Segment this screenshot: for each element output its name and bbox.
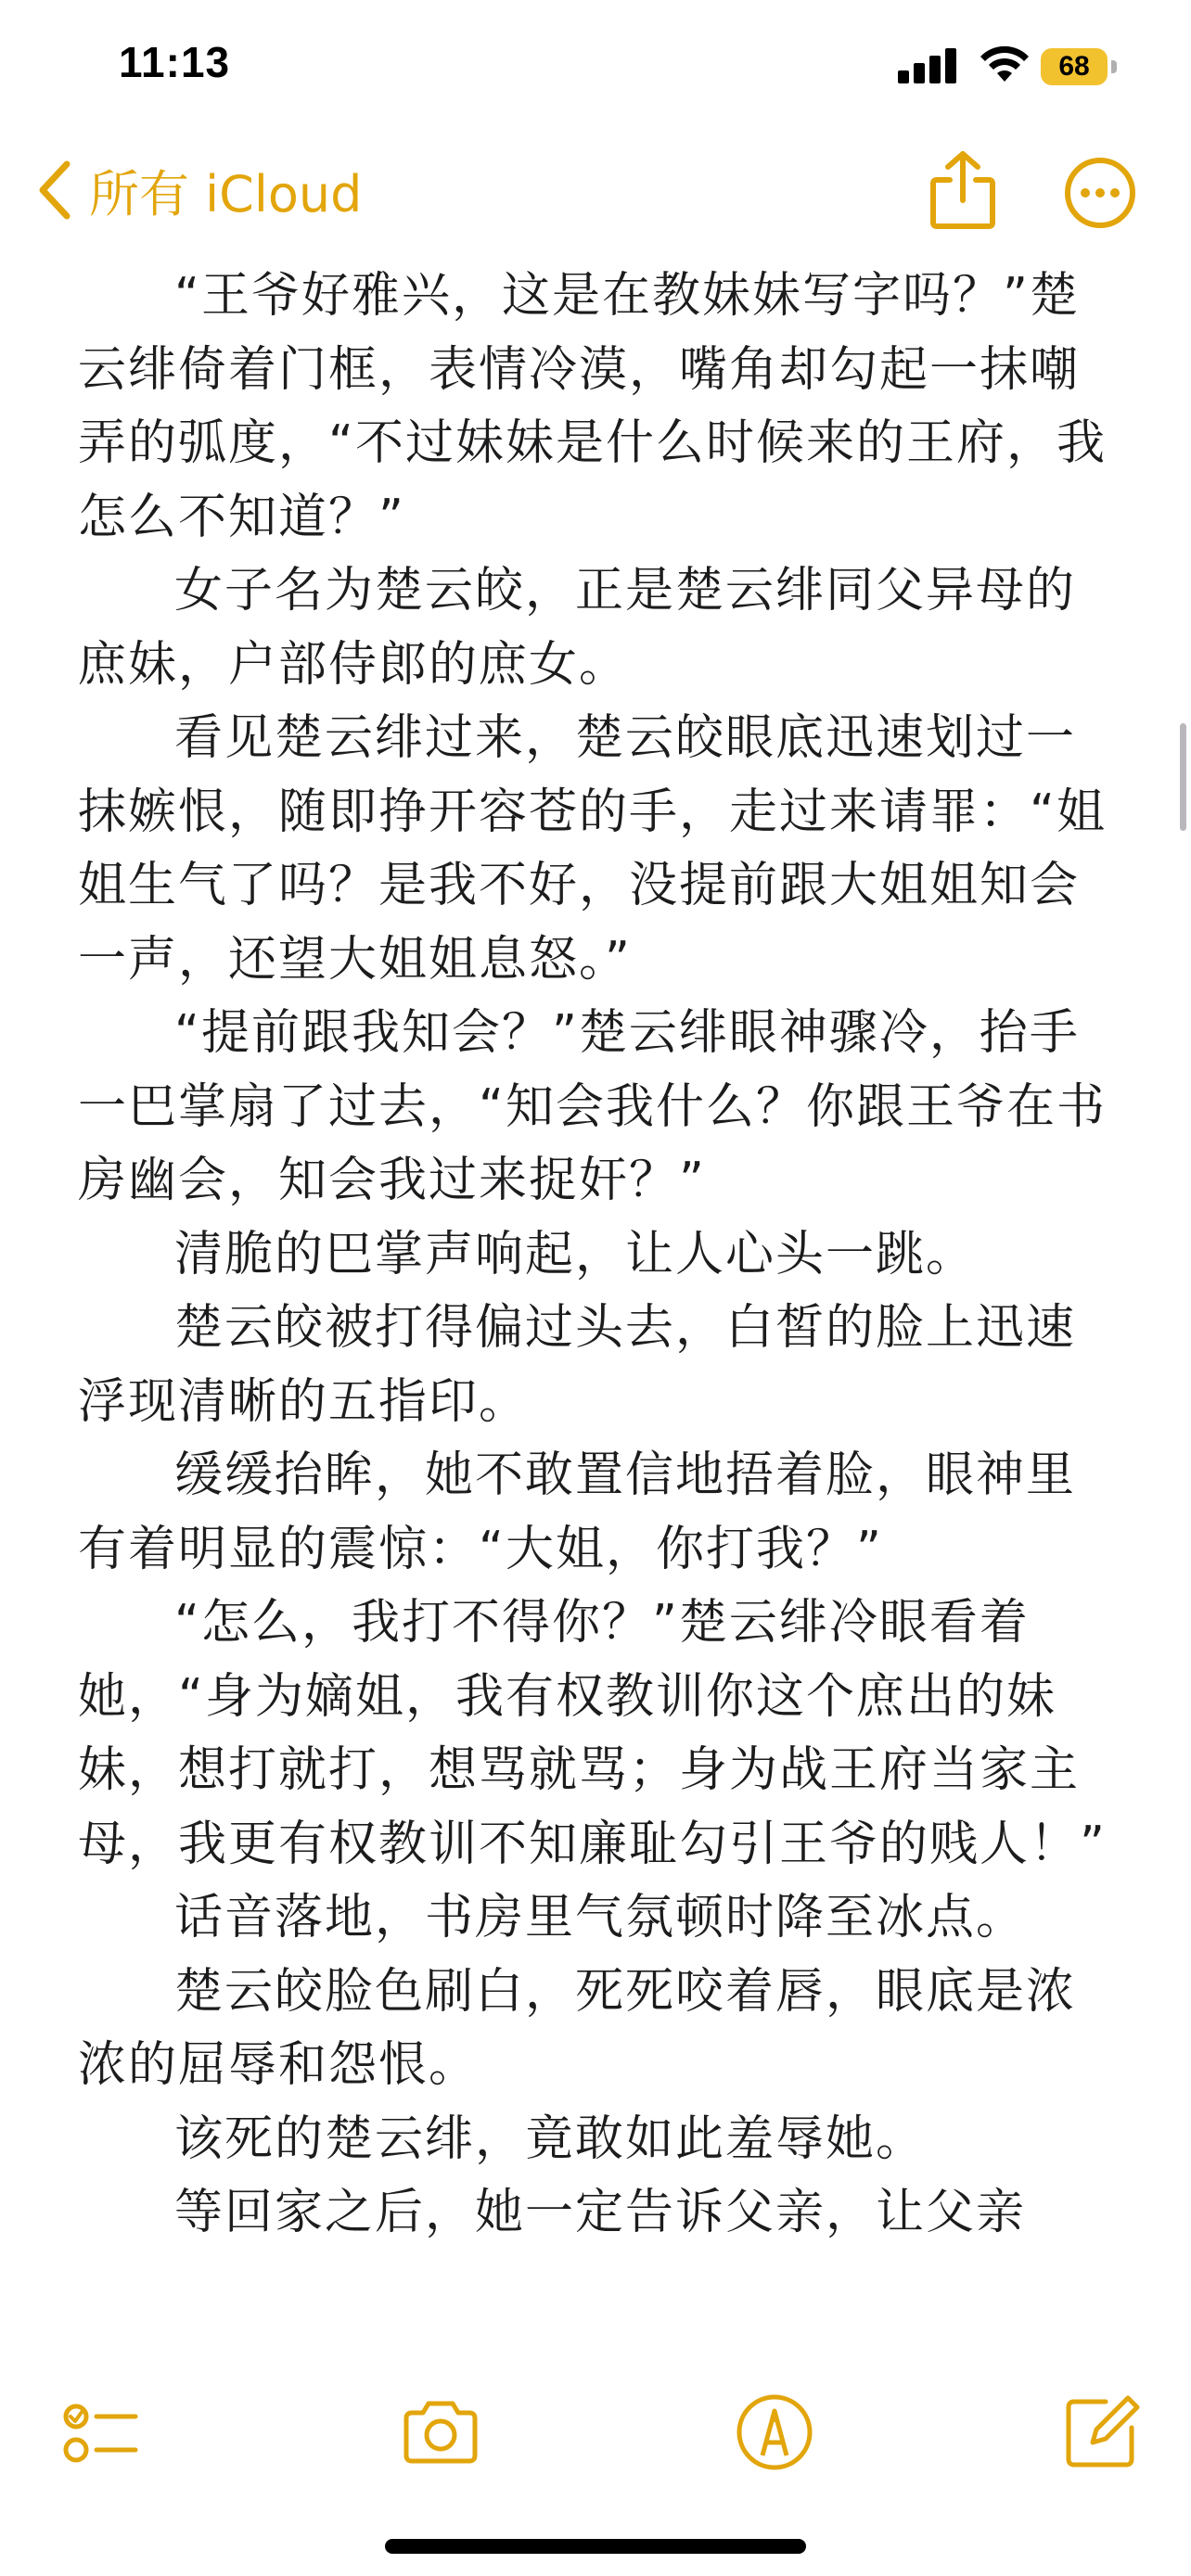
note-paragraph: 楚云皎被打得偏过头去，白皙的脸上迅速浮现清晰的五指印。 <box>78 1300 1077 1430</box>
battery-tip <box>1111 60 1117 73</box>
cellular-signal-icon <box>898 46 959 83</box>
checklist-icon[interactable] <box>58 2391 141 2474</box>
camera-icon[interactable] <box>399 2391 482 2474</box>
status-bar <box>0 0 1191 139</box>
note-body[interactable] <box>78 260 1117 2251</box>
home-indicator[interactable] <box>385 2539 806 2554</box>
status-time: 11:13 <box>119 38 231 86</box>
note-paragraph: “王爷好雅兴，这是在教妹妹写字吗？”楚云绯倚着门框，表情冷漠，嘴角却勾起一抹嘲弄的弧度，“不过妹妹是什么时候来的王府，我怎么不知道？” <box>78 268 1107 545</box>
note-paragraph: 缓缓抬眸，她不敢置信地捂着脸，眼神里有着明显的震惊：“大姐，你打我？” <box>78 1447 1077 1577</box>
note-paragraph: 该死的楚云绯，竟敢如此羞辱她。 <box>174 2111 927 2167</box>
note-paragraph: 清脆的巴掌声响起，让人心头一跳。 <box>174 1226 977 1282</box>
compose-icon[interactable] <box>1059 2391 1143 2474</box>
note-paragraph: 楚云皎脸色刷白，死死咬着唇，眼底是浓浓的屈辱和怨恨。 <box>78 1963 1077 2093</box>
share-icon[interactable] <box>924 148 1002 232</box>
note-paragraph: 看见楚云绯过来，楚云皎眼底迅速划过一抹嫉恨，随即挣开容苍的手，走过来请罪：“姐姐生气了吗？是我不好，没提前跟大姐姐知会一声，还望大姐姐息怒。” <box>78 710 1107 988</box>
back-button[interactable] <box>33 148 362 232</box>
note-paragraph: 等回家之后，她一定告诉父亲，让父亲 <box>174 2185 1027 2240</box>
ellipsis-circle-icon[interactable] <box>1063 156 1137 230</box>
wifi-icon <box>978 43 1031 85</box>
scroll-indicator[interactable] <box>1180 723 1186 831</box>
chevron-left-icon <box>33 157 76 223</box>
note-paragraph: 话音落地，书房里气氛顿时降至冰点。 <box>174 1890 1027 1945</box>
note-paragraph: “怎么，我打不得你？”楚云绯冷眼看着她，“身为嫡姐，我有权教训你这个庶出的妹妹，想打就打，想骂就骂；身为战王府当家主母，我更有权教训不知廉耻勾引王爷的贱人！” <box>78 1595 1107 1872</box>
markup-pen-icon[interactable] <box>733 2391 816 2474</box>
toolbar-background <box>0 2318 1191 2576</box>
note-paragraph: 女子名为楚云皎，正是楚云绯同父异母的庶妹，户部侍郎的庶女。 <box>78 563 1077 693</box>
battery-icon <box>1041 48 1119 85</box>
back-button-label: 所有 iCloud <box>89 164 363 223</box>
note-paragraph: “提前跟我知会？”楚云绯眼神骤冷，抬手一巴掌扇了过去，“知会我什么？你跟王爷在书房幽会，知会我过来捉奸？” <box>78 1005 1107 1208</box>
battery-level: 68 <box>1041 48 1108 85</box>
